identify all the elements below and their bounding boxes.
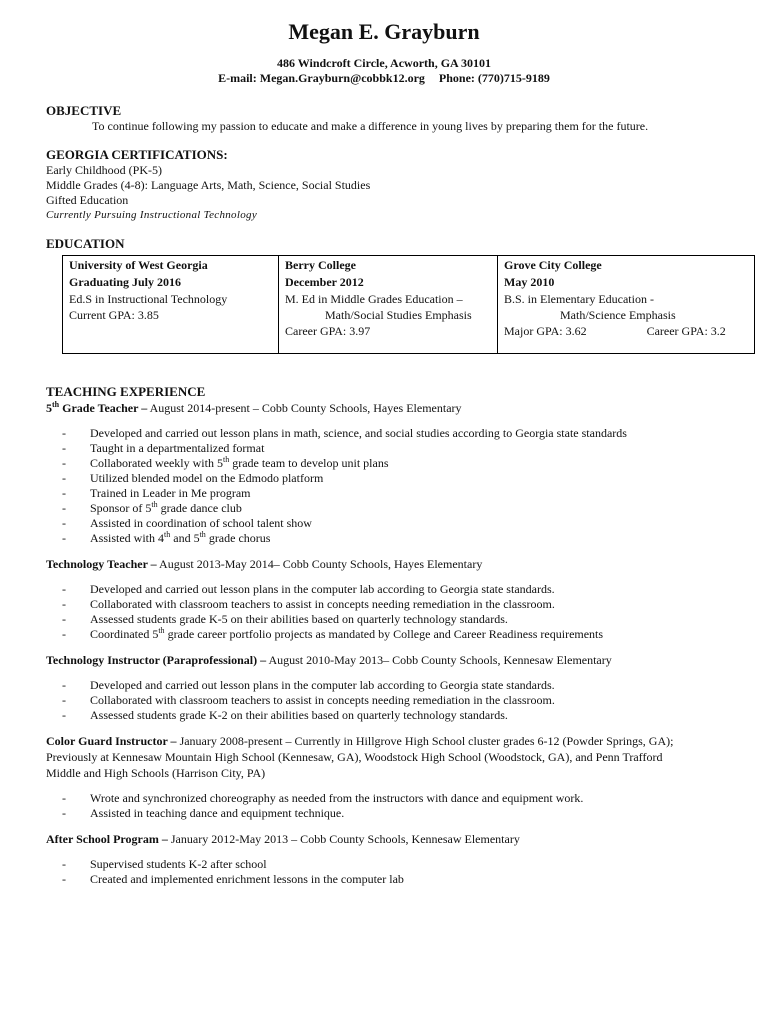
job-title-line bbox=[46, 652, 722, 668]
job-color-guard-instructor bbox=[46, 733, 722, 821]
job-title: 5th Grade Teacher – bbox=[46, 400, 148, 415]
list-item: - Sponsor of 5th grade dance club bbox=[46, 501, 722, 516]
job-5th-grade-teacher bbox=[46, 400, 722, 546]
certifications-section bbox=[46, 147, 722, 223]
resume-header bbox=[0, 0, 768, 86]
job-title: Technology Instructor (Paraprofessional) – bbox=[46, 653, 267, 667]
certification-pursuing: Currently Pursuing Instructional Technology bbox=[46, 209, 257, 221]
list-item: - Utilized blended model on the Edmodo platform bbox=[46, 471, 722, 486]
job-detail: August 2010-May 2013– Cobb County Schools, Kennesaw Elementary bbox=[266, 653, 612, 667]
job-title-line bbox=[46, 556, 722, 572]
certification-item: Gifted Education bbox=[46, 193, 129, 207]
list-item: - Developed and carried out lesson plans in the computer lab according to Georgia state standards. bbox=[46, 582, 722, 597]
job-after-school-program bbox=[46, 831, 722, 887]
list-item: - Assessed students grade K-2 on their abilities based on quarterly technology standards. bbox=[46, 708, 722, 723]
job-technology-teacher bbox=[46, 556, 722, 642]
school-date: May 2010 bbox=[504, 275, 555, 289]
address: 486 Windcroft Circle, Acworth, GA 30101 bbox=[276, 56, 492, 70]
objective-heading: OBJECTIVE bbox=[46, 103, 122, 118]
objective-section bbox=[46, 103, 722, 134]
email: E-mail: Megan.Grayburn@cobbk12.org bbox=[218, 71, 425, 85]
list-item: - Collaborated with classroom teachers to assist in concepts needing remediation in the classroom. bbox=[46, 597, 722, 612]
job-detail: August 2014-present – Cobb County Schools, Hayes Elementary bbox=[147, 401, 462, 415]
education-cell-uwg bbox=[63, 256, 278, 353]
job-title-line bbox=[46, 831, 722, 847]
teaching-heading: TEACHING EXPERIENCE bbox=[46, 384, 206, 399]
certification-item: Early Childhood (PK-5) bbox=[46, 163, 162, 177]
major-gpa: Major GPA: 3.62 bbox=[504, 324, 587, 338]
list-item: - Assessed students grade K-5 on their abilities based on quarterly technology standards. bbox=[46, 612, 722, 627]
job-detail: January 2012-May 2013 – Cobb County Schools, Kennesaw Elementary bbox=[167, 832, 520, 846]
list-item: - Created and implemented enrichment lessons in the computer lab bbox=[46, 872, 722, 887]
school-date: December 2012 bbox=[285, 275, 364, 289]
school-gpa: Career GPA: 3.97 bbox=[285, 324, 371, 338]
list-item: - Assisted in coordination of school talent show bbox=[46, 516, 722, 531]
phone: Phone: (770)715-9189 bbox=[438, 71, 550, 85]
teaching-section bbox=[46, 384, 722, 887]
job-detail-line: Middle and High Schools (Harrison City, PA) bbox=[46, 766, 266, 780]
job-bullets bbox=[46, 426, 722, 546]
list-item: - Developed and carried out lesson plans in the computer lab according to Georgia state standards. bbox=[46, 678, 722, 693]
school-degree: Ed.S in Instructional Technology bbox=[69, 292, 228, 306]
list-item: - Assisted in teaching dance and equipment technique. bbox=[46, 806, 722, 821]
candidate-name: Megan E. Grayburn bbox=[288, 19, 480, 44]
list-item: - Coordinated 5th grade career portfolio projects as mandated by College and Career Readiness requirements bbox=[46, 627, 722, 642]
education-cell-grove-city bbox=[497, 256, 754, 353]
school-name: Berry College bbox=[285, 258, 356, 272]
contact-line bbox=[0, 71, 768, 86]
school-gpa: Current GPA: 3.85 bbox=[69, 308, 159, 322]
list-item: - Collaborated with classroom teachers to assist in concepts needing remediation in the classroom. bbox=[46, 693, 722, 708]
school-emphasis: Math/Science Emphasis bbox=[560, 308, 676, 322]
list-item: - Supervised students K-2 after school bbox=[46, 857, 722, 872]
school-name: Grove City College bbox=[504, 258, 602, 272]
list-item: - Developed and carried out lesson plans in math, science, and social studies according to Georgia state standards bbox=[46, 426, 722, 441]
school-name: University of West Georgia bbox=[69, 258, 208, 272]
education-heading: EDUCATION bbox=[46, 236, 125, 251]
list-item: - Trained in Leader in Me program bbox=[46, 486, 722, 501]
list-item: - Assisted with 4th and 5th grade chorus bbox=[46, 531, 722, 546]
job-title-line bbox=[46, 400, 722, 416]
list-item: - Collaborated weekly with 5th grade team to develop unit plans bbox=[46, 456, 722, 471]
job-bullets bbox=[46, 678, 722, 723]
certification-item: Middle Grades (4-8): Language Arts, Math, Science, Social Studies bbox=[46, 178, 371, 192]
job-detail: August 2013-May 2014– Cobb County Schools, Hayes Elementary bbox=[156, 557, 483, 571]
school-degree: B.S. in Elementary Education - bbox=[504, 292, 654, 306]
job-bullets bbox=[46, 582, 722, 642]
school-gpa-row bbox=[504, 323, 748, 339]
list-item: - Taught in a departmentalized format bbox=[46, 441, 722, 456]
job-technology-instructor bbox=[46, 652, 722, 723]
certifications-list bbox=[46, 163, 722, 223]
school-date: Graduating July 2016 bbox=[69, 275, 182, 289]
job-bullets bbox=[46, 857, 722, 887]
education-cell-berry bbox=[278, 256, 497, 353]
job-detail-line: Previously at Kennesaw Mountain High School (Kennesaw, GA), Woodstock High School (Woodstock, GA), and Penn Trafford bbox=[46, 750, 663, 764]
job-title: Technology Teacher – bbox=[46, 557, 157, 571]
job-bullets bbox=[46, 791, 722, 821]
school-emphasis: Math/Social Studies Emphasis bbox=[325, 308, 472, 322]
job-title-line bbox=[46, 733, 722, 749]
job-title: After School Program – bbox=[46, 832, 168, 846]
job-title: Color Guard Instructor – bbox=[46, 734, 177, 748]
education-section bbox=[46, 236, 726, 354]
career-gpa: Career GPA: 3.2 bbox=[646, 324, 726, 338]
objective-text: To continue following my passion to educate and make a difference in young lives by preparing them for the future. bbox=[92, 119, 649, 133]
school-degree: M. Ed in Middle Grades Education – bbox=[285, 292, 463, 306]
job-detail: January 2008-present – Currently in Hillgrove High School cluster grades 6-12 (Powder Springs, GA); bbox=[176, 734, 674, 748]
certifications-heading: GEORGIA CERTIFICATIONS: bbox=[46, 147, 228, 162]
education-table bbox=[62, 255, 755, 354]
list-item: - Wrote and synchronized choreography as needed from the instructors with dance and equipment work. bbox=[46, 791, 722, 806]
